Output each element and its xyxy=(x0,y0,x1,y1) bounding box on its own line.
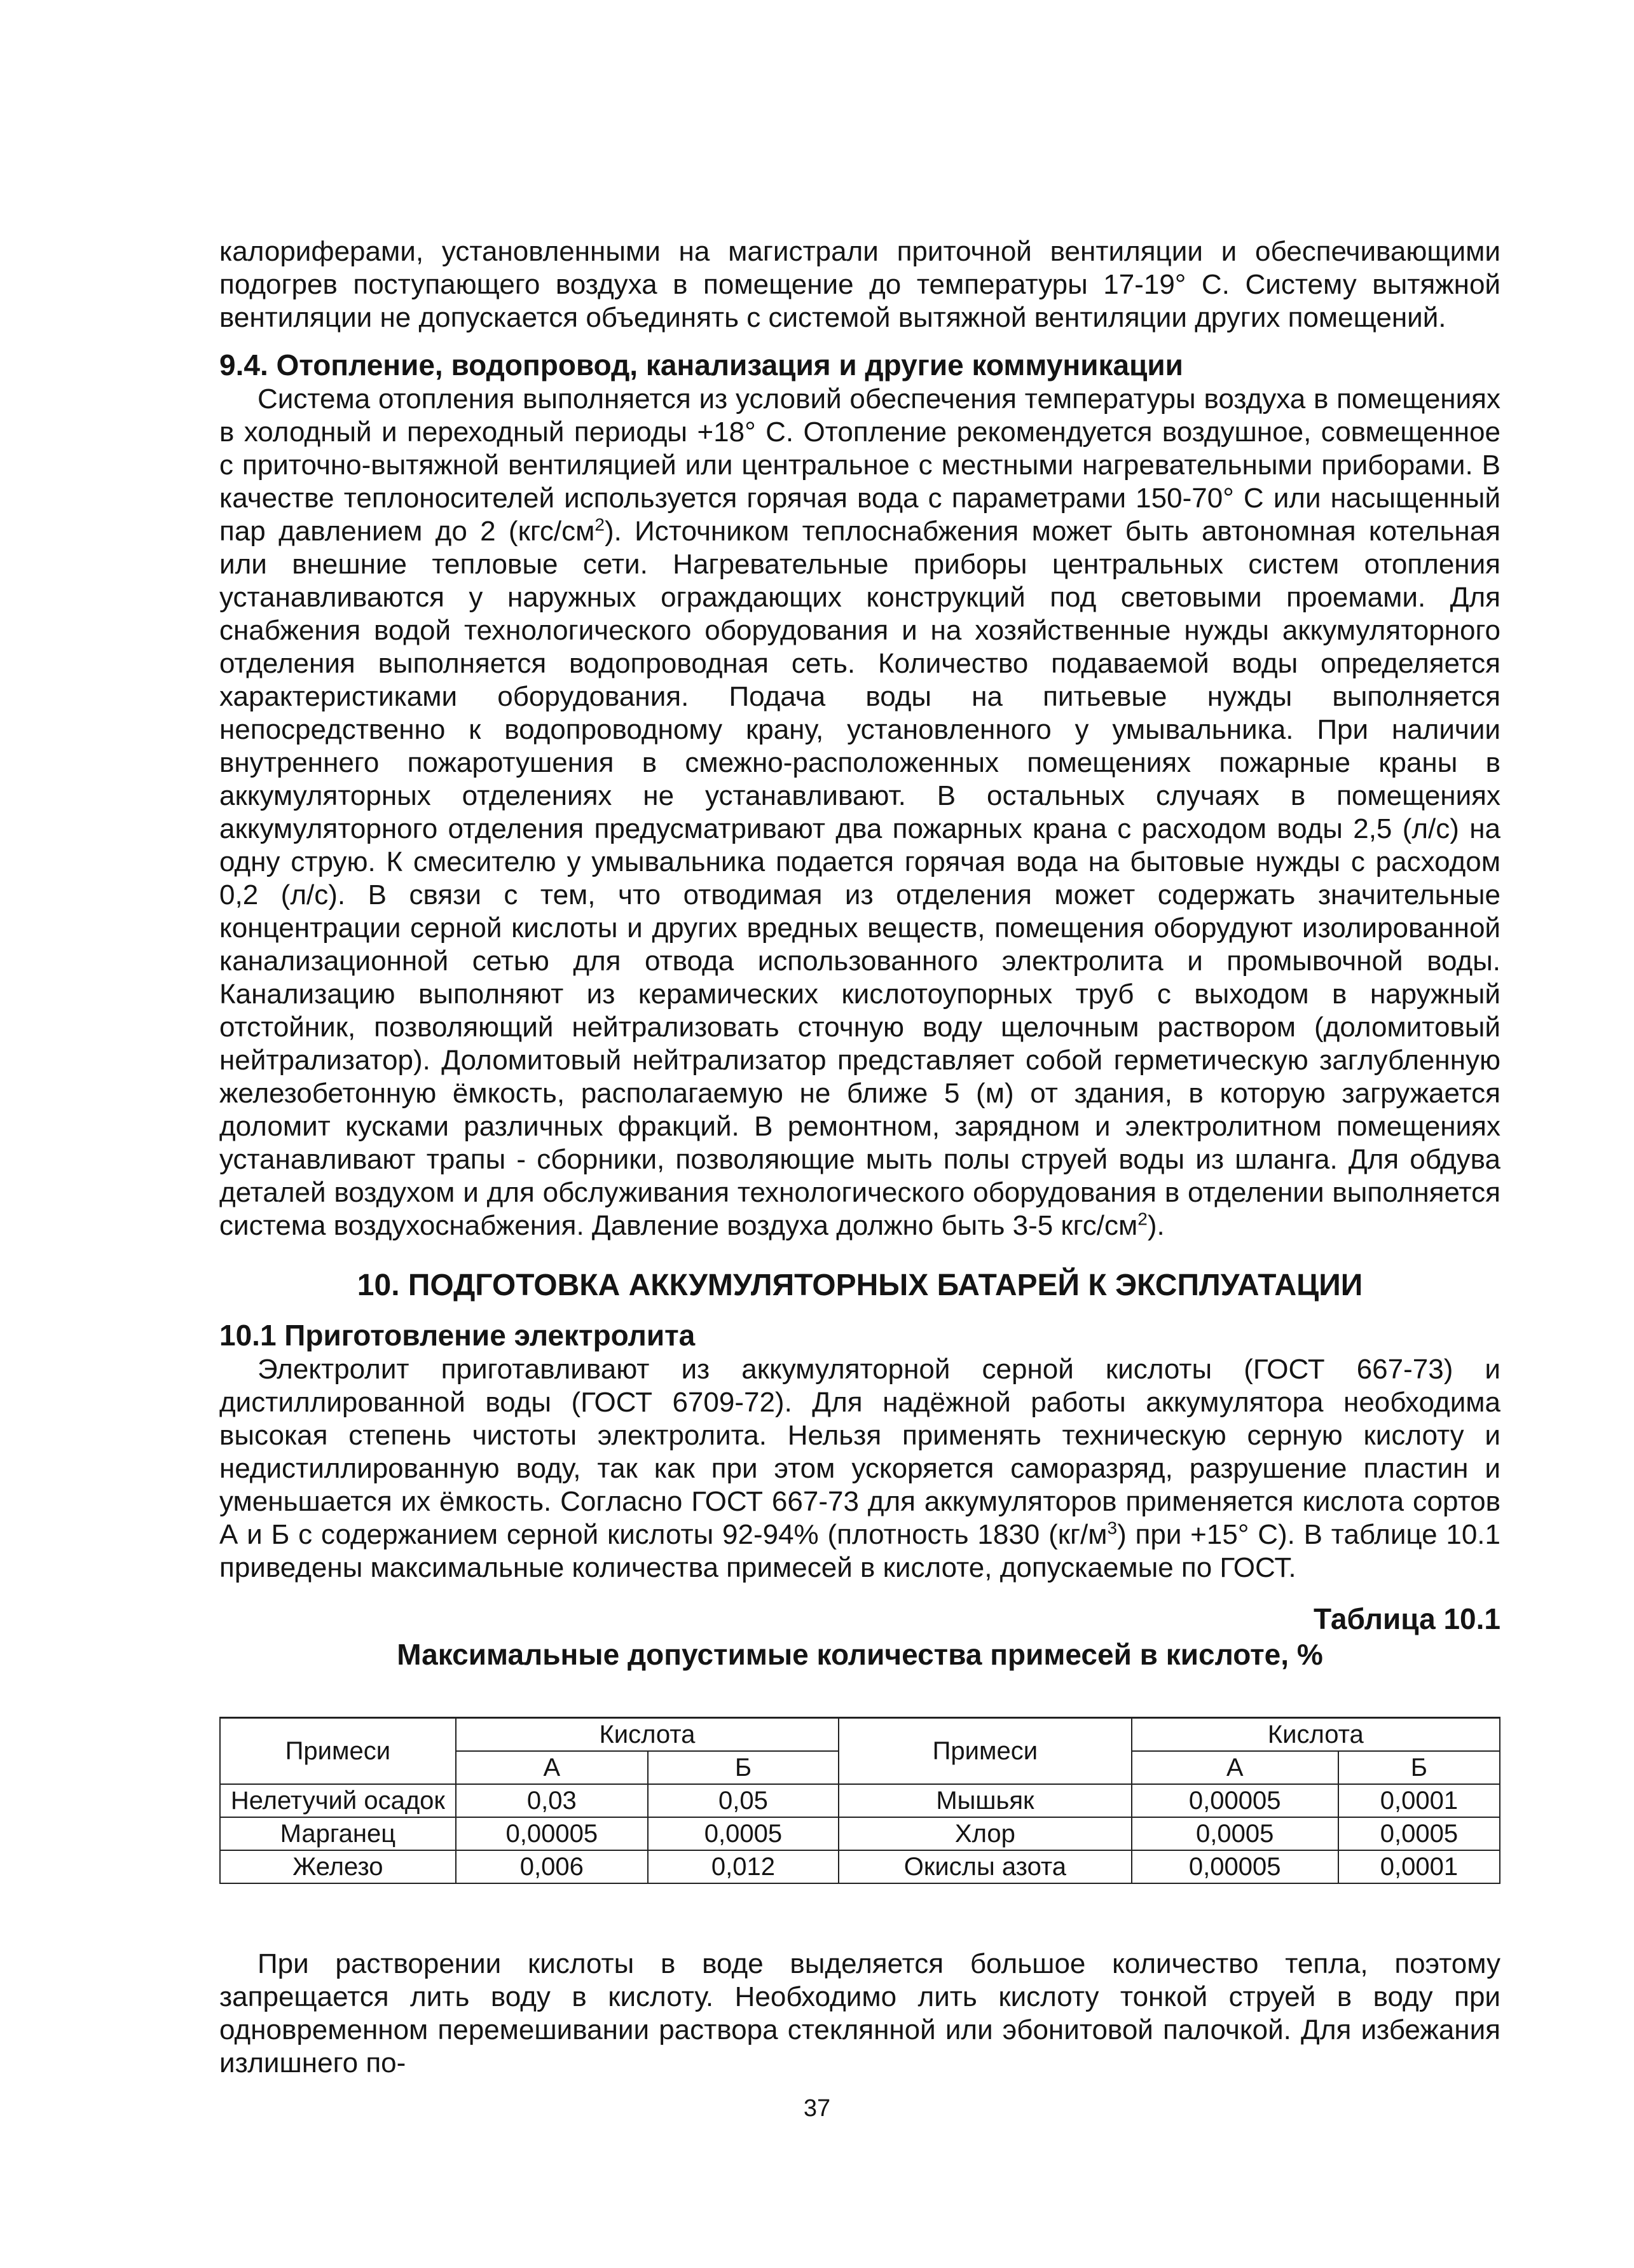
table-label: Таблица 10.1 xyxy=(1313,1602,1500,1635)
table-cell: Нелетучий осадок xyxy=(220,1784,456,1817)
table-title: Максимальные допустимые количества примесей в кислоте, % xyxy=(397,1638,1323,1671)
table-cell: 0,00005 xyxy=(456,1817,648,1850)
heating-superscript: 2 xyxy=(594,514,605,535)
table-cell: 0,03 xyxy=(456,1784,648,1817)
electrolyte-text-a: Электролит приготавливают из аккумуляторной серной кислоты (ГОСТ 667-73) и дистиллированной воды (ГОСТ 6709-72). Для надёжной работы аккумулятора необходима высокая степень чистоты электролита. Нельзя применять техническую серную кислоту и недистиллированную воду, так как при этом ускоряется саморазряд, разрушение пластин и уменьшается их ёмкость. Согласно ГОСТ 667-73 для аккумуляторов применяется кислота сортов А и Б с содержанием серной кислоты 92-94% (плотность 1830 (кг/м xyxy=(219,1354,1500,1550)
heating-text-c: ). xyxy=(1147,1210,1165,1241)
electrolyte-superscript: 3 xyxy=(1107,1518,1118,1538)
heating-paragraph xyxy=(219,383,1500,1242)
chapter-heading-10: 10. ПОДГОТОВКА АККУМУЛЯТОРНЫХ БАТАРЕЙ К ЭКСПЛУАТАЦИИ xyxy=(357,1268,1363,1302)
table-cell: 0,05 xyxy=(648,1784,839,1817)
table-cell: 0,006 xyxy=(456,1850,648,1883)
heating-text-a: Система отопления выполняется из условий обеспечения температуры воздуха в помещениях в холодный и переходный периоды +18° С. Отопление рекомендуется воздушное, совмещенное с приточно-вытяжной вентиляцией или центральное с местными нагревательными приборами. В качестве теплоносителей используется горячая вода с параметрами 150-70° С или насыщенный пар давлением до 2 (кгс/см xyxy=(219,383,1500,547)
table-cell: Мышьяк xyxy=(839,1784,1132,1817)
table-cell: 0,0005 xyxy=(1338,1817,1500,1850)
table-cell: 0,0001 xyxy=(1338,1784,1500,1817)
table-cell: 0,00005 xyxy=(1132,1850,1338,1883)
header-grade-a-left: А xyxy=(456,1751,648,1784)
header-acid-right: Кислота xyxy=(1132,1718,1500,1752)
electrolyte-text-b: ) при +15° С). В таблице 10.1 приведены максимальные количества примесей в кислоте, допускаемые по ГОСТ. xyxy=(219,1519,1500,1583)
header-acid-left: Кислота xyxy=(456,1718,839,1752)
intro-paragraph: калориферами, установленными на магистрали приточной вентиляции и обеспечивающими подогрев поступающего воздуха в помещение до температуры 17-19° С. Систему вытяжной вентиляции не допускается объединять с системой вытяжной вентиляции других помещений. xyxy=(219,236,1500,333)
electrolyte-paragraph xyxy=(219,1353,1500,1584)
header-grade-a-right: А xyxy=(1132,1751,1338,1784)
table-cell: Окислы азота xyxy=(839,1850,1132,1883)
table-cell: 0,012 xyxy=(648,1850,839,1883)
table-row xyxy=(220,1850,1500,1883)
table-cell: Хлор xyxy=(839,1817,1132,1850)
section-heading-9-4: 9.4. Отопление, водопровод, канализация и другие коммуникации xyxy=(219,348,1183,381)
table-cell: 0,0001 xyxy=(1338,1850,1500,1883)
impurities-table xyxy=(219,1717,1500,1884)
table-cell: Марганец xyxy=(220,1817,456,1850)
page-content xyxy=(219,235,1500,2080)
heating-text-b: ). Источником теплоснабжения может быть автономная котельная или внешние тепловые сети. Нагревательные приборы центральных систем отопления устанавливаются у наружных ограждающих конструкций под световыми проемами. Для снабжения водой технологического оборудования и на хозяйственные нужды аккумуляторного отделения выполняется водопроводная сеть. Количество подаваемой воды определяется характеристиками оборудования. Подача воды на питьевые нужды выполняется непосредственно к водопроводному крану, установленного у умывальника. При наличии внутреннего пожаротушения в смежно-расположенных помещениях пожарные краны в аккумуляторных отделениях не устанавливают. В остальных случаях в помещениях аккумуляторного отделения предусматривают два пожарных крана с расходом воды 2,5 (л/с) на одну струю. К смесителю у умывальника подается горячая вода на бытовые нужды с расходом 0,2 (л/с). В связи с тем, что отводимая из отделения может содержать значительные концентрации серной кислоты и других вредных веществ, помещения оборудуют изолированной канализационной сетью для отвода использованного электролита и промывочной воды. Канализацию выполняют из керамических кислотоупорных труб с выходом в наружный отстойник, позволяющий нейтрализовать сточную воду щелочным раствором (доломитовый нейтрализатор). Доломитовый нейтрализатор представляет собой герметическую заглубленную железобетонную ёмкость, располагаемую не ближе 5 (м) от здания, в которую загружается доломит кусками различных фракций. В ремонтном, зарядном и электролитном помещениях устанавливают трапы - сборники, позволяющие мыть полы струей воды из шланга. Для обдува деталей воздухом и для обслуживания технологического оборудования в отделении выполняется система воздухоснабжения. Давление воздуха должно быть 3-5 кгс/см xyxy=(219,516,1500,1241)
table-cell: Железо xyxy=(220,1850,456,1883)
header-impurity-left: Примеси xyxy=(220,1718,456,1785)
page-number: 37 xyxy=(803,2095,831,2122)
header-impurity-right: Примеси xyxy=(839,1718,1132,1785)
table-cell: 0,0005 xyxy=(648,1817,839,1850)
heating-superscript-2: 2 xyxy=(1137,1209,1148,1229)
header-grade-b-right: Б xyxy=(1338,1751,1500,1784)
table-row xyxy=(220,1784,1500,1817)
table-header-row xyxy=(220,1718,1500,1752)
header-grade-b-left: Б xyxy=(648,1751,839,1784)
table-row xyxy=(220,1817,1500,1850)
final-paragraph: При растворении кислоты в воде выделяется большое количество тепла, поэтому запрещается лить воду в кислоту. Необходимо лить кислоту тонкой струей в воду при одновременном перемешивании раствора стеклянной или эбонитовой палочкой. Для избежания излишнего по- xyxy=(219,1948,1500,2079)
table-cell: 0,00005 xyxy=(1132,1784,1338,1817)
section-heading-10-1: 10.1 Приготовление электролита xyxy=(219,1319,696,1352)
table-cell: 0,0005 xyxy=(1132,1817,1338,1850)
